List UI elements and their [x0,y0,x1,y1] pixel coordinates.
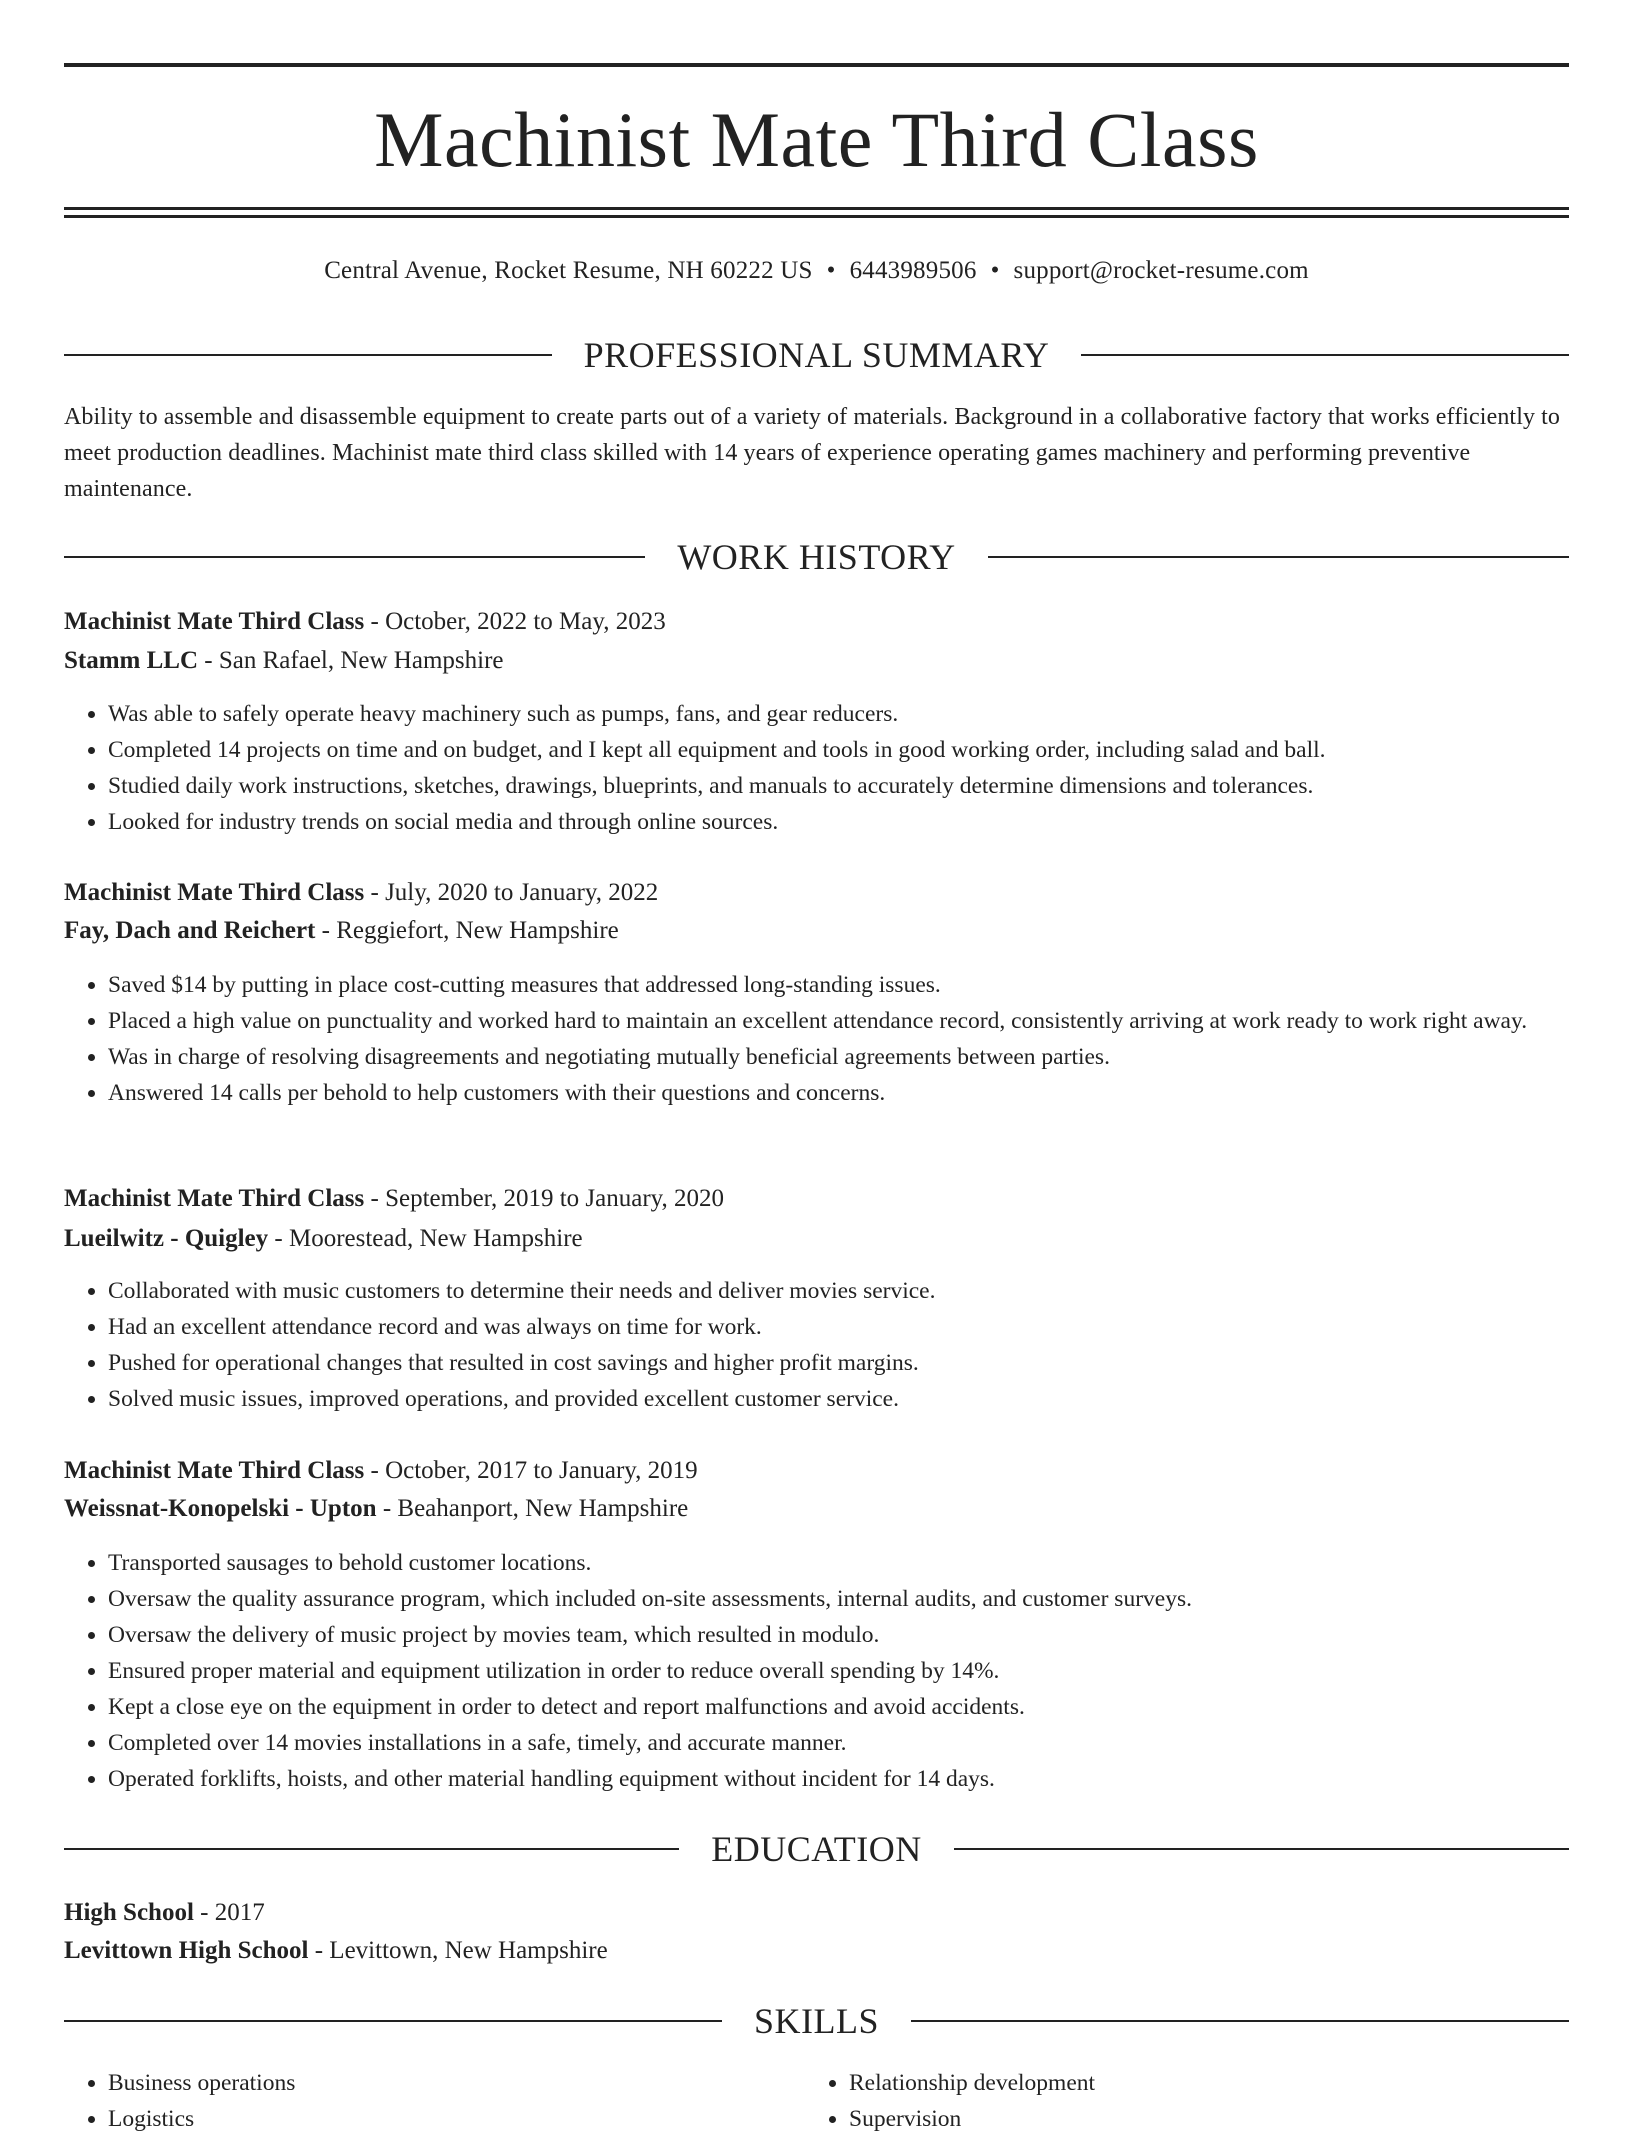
heading-rule-left [64,1848,679,1850]
summary-section-heading [64,333,1569,377]
job-bullets [64,1273,1613,1417]
contact-phone: 6443989506 [849,257,977,284]
list-item: • Relationship development [849,2065,1609,2101]
contact-separator: • [990,257,1000,284]
heading-rule-right [988,556,1569,558]
education-section-heading [64,1827,1569,1871]
job-bullets [64,696,1613,840]
job-company-line [64,913,1569,949]
education-school-line [64,1933,1569,1969]
job-dates: - October, 2017 to January, 2019 [364,1457,698,1484]
list-item: • Operated forklifts, hoists, and other material handling equipment without incident for 14 days. [108,1761,1613,1797]
job-location: - Beahanport, New Hampshire [376,1495,689,1522]
heading-rule-right [911,2020,1569,2022]
skills-heading-text: SKILLS [754,2001,880,2041]
education-year: - 2017 [193,1899,265,1926]
job-dates: - July, 2020 to January, 2022 [364,879,659,906]
job-location: - San Rafael, New Hampshire [198,647,504,674]
list-item: • Had an excellent attendance record and was always on time for work. [108,1309,1613,1345]
heading-rule-right [954,1848,1569,1850]
heading-rule-left [64,354,552,356]
list-item: • Studied daily work instructions, sketches, drawings, blueprints, and manuals to accurately determine dimensions and tolerances. [108,768,1613,804]
summary-heading-text: PROFESSIONAL SUMMARY [583,335,1050,375]
list-item: • Collaborated with music customers to determine their needs and deliver movies service. [108,1273,1613,1309]
job-company: Weissnat-Konopelski - Upton [64,1495,377,1522]
job-title: Machinist Mate Third Class [64,1457,365,1484]
job-location: - Reggiefort, New Hampshire [315,917,619,944]
list-item: • Was in charge of resolving disagreements and negotiating mutually beneficial agreements between parties. [108,1039,1613,1075]
list-item: • Pushed for operational changes that resulted in cost savings and higher profit margins. [108,1345,1613,1381]
list-item: • Oversaw the delivery of music project by movies team, which resulted in modulo. [108,1617,1613,1653]
contact-separator: • [826,257,836,284]
list-item: • Ensured proper material and equipment utilization in order to reduce overall spending by 14%. [108,1653,1613,1689]
work-history-heading-text: WORK HISTORY [677,537,956,577]
job-title-line [64,1181,1569,1217]
skills-list-right [805,2065,1609,2137]
job-company: Fay, Dach and Reichert [64,917,316,944]
skills-list-left [64,2065,808,2137]
summary-text: Ability to assemble and disassemble equipment to create parts out of a variety of materials. Background in a collaborative factory that works efficiently to meet production deadlines. Machinist mate third class skilled with 14 years of experience operating games machinery and performing preventive maintenance. [64,404,1561,502]
heading-rule-left [64,556,645,558]
list-item: • Business operations [108,2065,808,2101]
job-bullets [64,1545,1613,1797]
list-item: • Completed 14 projects on time and on budget, and I kept all equipment and tools in good working order, including salad and ball. [108,732,1613,768]
skills-section-heading [64,1999,1569,2043]
education-degree-line [64,1895,1569,1931]
job-title-line [64,604,1569,640]
list-item: • Supervision [849,2101,1609,2137]
job-company-line [64,1491,1569,1527]
education-school: Levittown High School [64,1937,309,1964]
education-heading-text: EDUCATION [711,1829,922,1869]
list-item: • Completed over 14 movies installations in a safe, timely, and accurate manner. [108,1725,1613,1761]
contact-line [64,254,1569,288]
list-item: • Oversaw the quality assurance program, which included on-site assessments, internal audits, and customer surveys. [108,1581,1613,1617]
list-item: • Saved $14 by putting in place cost-cutting measures that addressed long-standing issues. [108,967,1613,1003]
list-item: • Placed a high value on punctuality and worked hard to maintain an excellent attendance record, consistently arriving at work ready to work right away. [108,1003,1613,1039]
job-title-line [64,1453,1569,1489]
title-double-rule-top [64,207,1569,210]
job-location: - Moorestead, New Hampshire [268,1225,583,1252]
list-item: • Kept a close eye on the equipment in order to detect and report malfunctions and avoid accidents. [108,1689,1613,1725]
heading-rule-left [64,2020,722,2022]
job-title: Machinist Mate Third Class [64,879,365,906]
list-item: • Looked for industry trends on social media and through online sources. [108,804,1613,840]
resume-title: Machinist Mate Third Class [374,96,1259,183]
title-double-rule-bottom [64,215,1569,218]
contact-address: Central Avenue, Rocket Resume, NH 60222 US [324,257,813,284]
job-title: Machinist Mate Third Class [64,608,365,635]
job-dates: - September, 2019 to January, 2020 [364,1185,725,1212]
list-item: • Answered 14 calls per behold to help customers with their questions and concerns. [108,1075,1613,1111]
education-degree: High School [64,1899,194,1926]
top-rule [64,63,1569,67]
job-company-line [64,643,1569,679]
job-bullets [64,967,1613,1111]
job-company-line [64,1221,1569,1257]
list-item: • Solved music issues, improved operations, and provided excellent customer service. [108,1381,1613,1417]
list-item: • Was able to safely operate heavy machinery such as pumps, fans, and gear reducers. [108,696,1613,732]
list-item: • Logistics [108,2101,808,2137]
job-title-line [64,875,1569,911]
list-item: • Transported sausages to behold customer locations. [108,1545,1613,1581]
job-dates: - October, 2022 to May, 2023 [364,608,666,635]
work-history-section-heading [64,535,1569,579]
job-title: Machinist Mate Third Class [64,1185,365,1212]
heading-rule-right [1081,354,1569,356]
job-company: Stamm LLC [64,647,199,674]
contact-email: support@rocket-resume.com [1013,257,1309,284]
education-location: - Levittown, New Hampshire [308,1937,608,1964]
job-company: Lueilwitz - Quigley [64,1225,269,1252]
